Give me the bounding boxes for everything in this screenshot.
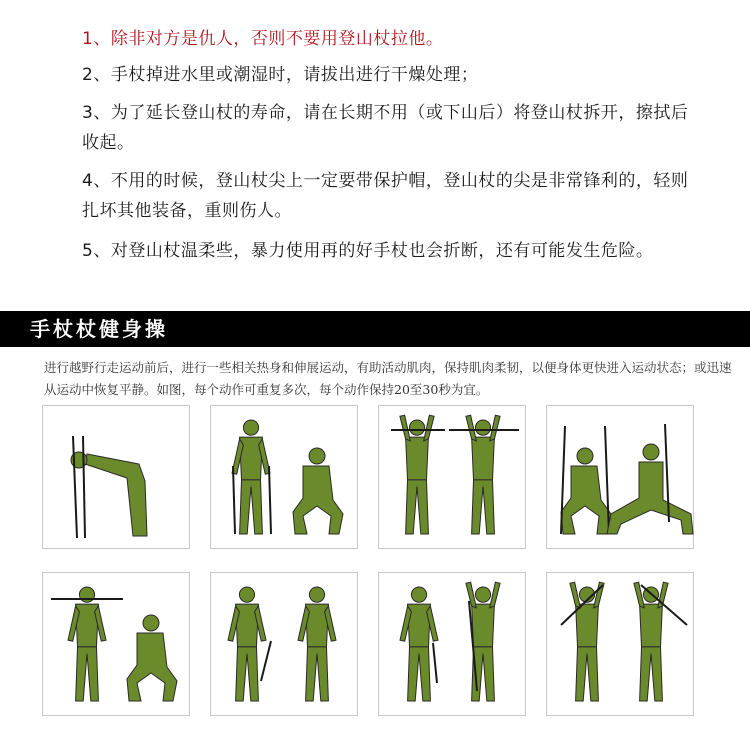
exercise-illustration <box>42 572 190 716</box>
section-banner <box>0 311 750 347</box>
exercise-figure-icon <box>43 573 191 717</box>
exercise-illustration <box>210 572 358 716</box>
exercise-illustration <box>378 405 526 549</box>
exercise-illustration <box>546 405 694 549</box>
exercise-illustration <box>546 572 694 716</box>
exercise-figure-icon <box>379 406 527 550</box>
exercise-figure-icon <box>43 406 191 550</box>
exercise-figure-icon <box>547 573 695 717</box>
exercise-figure-icon <box>547 406 695 550</box>
exercise-illustration <box>378 572 526 716</box>
tip-5: 5、对登山杖温柔些，暴力使用再的好手杖也会折断，还有可能发生危险。 <box>82 241 654 261</box>
tip-2: 2、手杖掉进水里或潮湿时，请拔出进行干燥处理； <box>82 65 479 85</box>
tip-4: 4、不用的时候，登山杖尖上一定要带保护帽，登山杖的尖是非常锋利的，轻则扎坏其他装备，重则伤人。 <box>82 171 689 221</box>
exercise-illustration <box>210 405 358 549</box>
section-title: 手杖杖健身操 <box>30 317 168 341</box>
tip-1: 1、除非对方是仇人，否则不要用登山杖拉他。 <box>82 29 444 49</box>
exercise-figure-icon <box>211 573 359 717</box>
exercise-illustration <box>42 405 190 549</box>
section-intro: 进行越野行走运动前后，进行一些相关热身和伸展运动，有助活动肌肉，保持肌肉柔韧，以便身体更快进入运动状态；或迅速从运动中恢复平静。如图，每个动作可重复多次，每个动作保持20至30秒为宜。 <box>44 360 732 397</box>
exercise-figure-icon <box>211 406 359 550</box>
tip-3: 3、为了延长登山杖的寿命，请在长期不用（或下山后）将登山杖拆开，擦拭后收起。 <box>82 103 689 153</box>
exercise-figure-icon <box>379 573 527 717</box>
